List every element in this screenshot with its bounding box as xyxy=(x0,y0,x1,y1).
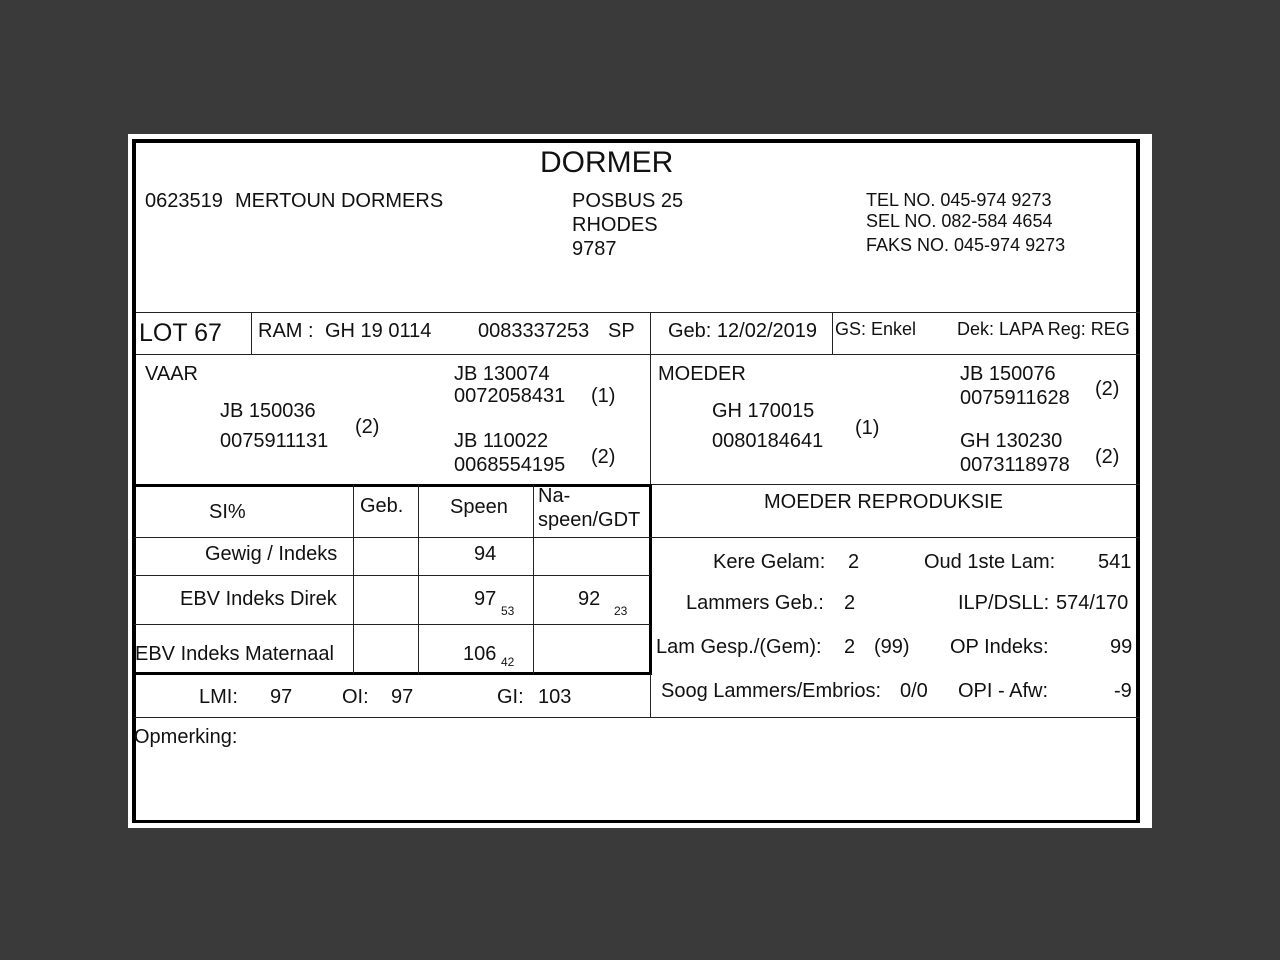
si-header-na: Na- xyxy=(538,485,571,507)
si-header-speen: Speen xyxy=(450,496,508,518)
opi-label: OPI - Afw: xyxy=(958,680,1049,702)
tel-number: TEL NO. 045-974 9273 xyxy=(866,190,1052,210)
si-col-1 xyxy=(353,484,354,674)
divider-lot-1 xyxy=(251,312,252,354)
sire-dam-count: (2) xyxy=(591,446,616,468)
ram-registration: 0083337253 xyxy=(478,320,590,342)
remarks-label: Opmerking: xyxy=(134,726,238,748)
oud-label: Oud 1ste Lam: xyxy=(924,551,1056,573)
owner-code: 0623519 xyxy=(145,190,223,212)
si-row-speen: 97 xyxy=(474,588,497,610)
oi-value: 97 xyxy=(391,686,414,708)
si-header-geb: Geb. xyxy=(360,495,404,517)
gesp-value: 2 xyxy=(844,636,856,658)
repro-top xyxy=(650,484,1140,485)
sale-card xyxy=(128,134,1152,828)
gi-value: 103 xyxy=(538,686,572,708)
dam-count: (1) xyxy=(855,417,880,439)
sire-registration: 0075911131 xyxy=(220,430,329,452)
si-col-2 xyxy=(418,484,419,674)
sire-sire-registration: 0072058431 xyxy=(454,385,566,407)
dam-dam-count: (2) xyxy=(1095,446,1120,468)
repro-title: MOEDER REPRODUKSIE xyxy=(764,491,1003,513)
si-table-right xyxy=(649,484,652,674)
oud-value: 541 xyxy=(1098,551,1132,573)
dam-dam-registration: 0073118978 xyxy=(960,454,1070,476)
lot-number: LOT 67 xyxy=(139,319,222,347)
sire-sire-id: JB 130074 xyxy=(454,363,550,385)
kere-value: 2 xyxy=(848,551,860,573)
sire-dam-registration: 0068554195 xyxy=(454,454,566,476)
op-value: 99 xyxy=(1110,636,1133,658)
owner-name: MERTOUN DORMERS xyxy=(235,190,444,212)
birth-date: Geb: 12/02/2019 xyxy=(668,320,818,342)
lammers-value: 2 xyxy=(844,592,856,614)
faks-number: FAKS NO. 045-974 9273 xyxy=(866,235,1066,255)
si-row-speen-sub: 42 xyxy=(501,655,515,669)
si-col-3 xyxy=(533,484,534,674)
si-row-label: EBV Indeks Direk xyxy=(180,588,337,610)
dam-sire-count: (2) xyxy=(1095,378,1120,400)
divider-pedigree xyxy=(650,354,651,484)
ram-code: SP xyxy=(608,320,635,342)
address-line1: POSBUS 25 xyxy=(572,190,684,212)
divider-repro xyxy=(650,674,651,718)
dam-label: MOEDER xyxy=(658,363,746,385)
si-row-3 xyxy=(134,624,650,625)
sire-sire-count: (1) xyxy=(591,385,616,407)
divider-lot-3 xyxy=(832,312,833,354)
kere-label: Kere Gelam: xyxy=(713,551,826,573)
repro-title-bottom xyxy=(650,537,1140,538)
sel-number: SEL NO. 082-584 4654 xyxy=(866,211,1053,231)
soog-value: 0/0 xyxy=(900,680,928,702)
opi-value: -9 xyxy=(1114,680,1132,702)
si-header-speen-gdt: speen/GDT xyxy=(538,509,641,531)
sire-dam-id: JB 110022 xyxy=(454,430,549,452)
si-row-speen: 106 xyxy=(463,643,497,665)
op-label: OP Indeks: xyxy=(950,636,1049,658)
si-row-na: 92 xyxy=(578,588,601,610)
si-row-label: EBV Indeks Maternaal xyxy=(135,643,334,665)
si-row-speen: 94 xyxy=(474,543,497,565)
dek-registration: Dek: LAPA Reg: REG xyxy=(957,319,1130,339)
sire-count: (2) xyxy=(355,416,380,438)
ram-label: RAM : xyxy=(258,320,314,342)
si-row-na-sub: 23 xyxy=(614,604,628,618)
si-row-1 xyxy=(134,537,650,538)
si-table-top xyxy=(134,484,652,487)
divider-lot-top xyxy=(136,312,1140,313)
dam-id: GH 170015 xyxy=(712,400,815,422)
dam-dam-id: GH 130230 xyxy=(960,430,1063,452)
gesp-label: Lam Gesp./(Gem): xyxy=(656,636,822,658)
divider-remarks xyxy=(134,717,1140,718)
si-row-speen-sub: 53 xyxy=(501,604,515,618)
dam-sire-id: JB 150076 xyxy=(960,363,1056,385)
address-line3: 9787 xyxy=(572,238,617,260)
ilp-value: 574/170 xyxy=(1056,592,1129,614)
si-row-2 xyxy=(134,575,650,576)
soog-label: Soog Lammers/Embrios: xyxy=(661,680,882,702)
dam-registration: 0080184641 xyxy=(712,430,824,452)
sire-label: VAAR xyxy=(145,363,198,385)
gi-label: GI: xyxy=(497,686,524,708)
lmi-value: 97 xyxy=(270,686,293,708)
sire-id: JB 150036 xyxy=(220,400,316,422)
breed-title: DORMER xyxy=(540,146,674,179)
si-row-label: Gewig / Indeks xyxy=(205,543,338,565)
oi-label: OI: xyxy=(342,686,369,708)
lammers-label: Lammers Geb.: xyxy=(686,592,824,614)
lmi-label: LMI: xyxy=(199,686,238,708)
si-table-bottom xyxy=(134,672,652,675)
ilp-label: ILP/DSLL: xyxy=(958,592,1050,614)
birth-status: GS: Enkel xyxy=(835,319,917,339)
divider-lot-bottom xyxy=(136,354,1140,355)
address-line2: RHODES xyxy=(572,214,658,236)
divider-lot-2 xyxy=(650,312,651,354)
ram-id: GH 19 0114 xyxy=(325,320,432,342)
si-header-si: SI% xyxy=(209,501,246,523)
dam-sire-registration: 0075911628 xyxy=(960,387,1070,409)
gesp-average: (99) xyxy=(874,636,910,658)
